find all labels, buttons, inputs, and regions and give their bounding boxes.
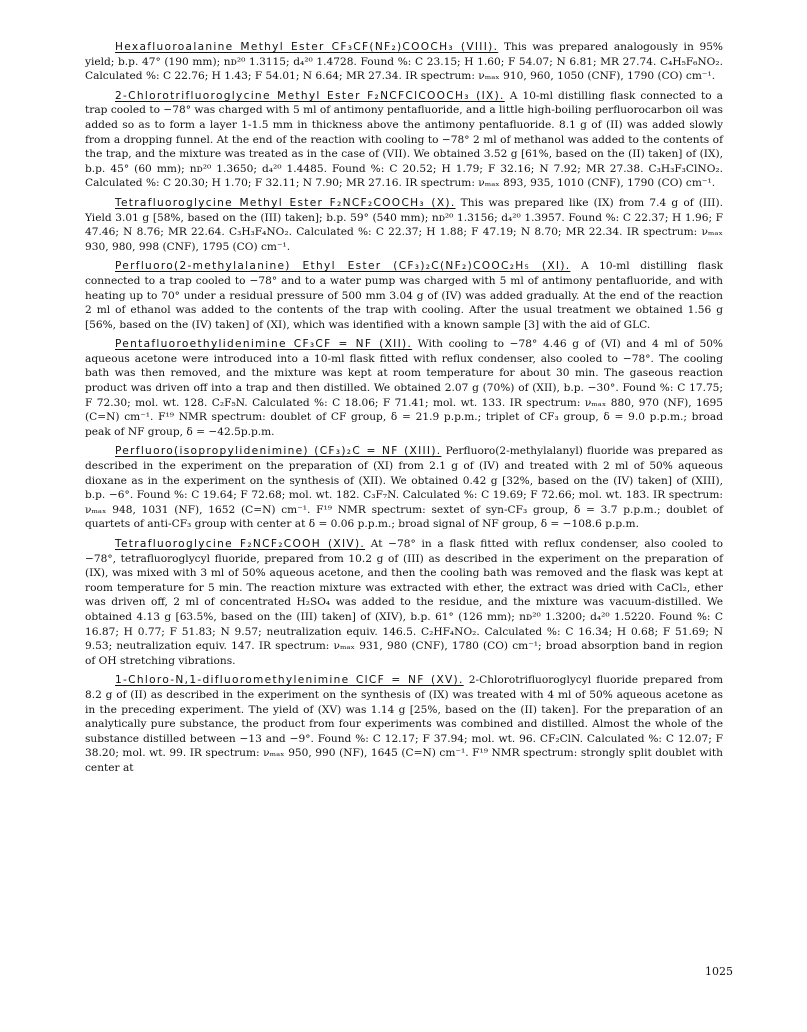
paragraph-xii [85,337,723,439]
compound-heading: Hexafluoroalanine Methyl Ester CF₃CF(NF₂)COOCH₃ (VIII). [115,41,499,53]
paragraph-body: 2-Chlorotrifluoroglycyl fluoride prepared from 8.2 g of (II) as described in the experiment on the synthesis of (IX) was treated with 4 ml of 50% aqueous acetone as in the preceding experiment. The yield of (XV) was 1.14 g [25%, based on the (II) taken]. For the preparation of an analytically pure substance, the product from four experiments was combined and distilled. Almost the whole of the substance distilled between −13 and −9°. Found %: C 12.17; F 37.94; mol. wt. 96. CF₂ClN. Calculated %: C 12.07; F 38.20; mol. wt. 99. IR spectrum: νₘₐₓ 950, 990 (NF), 1645 (C=N) cm⁻¹. F¹⁹ NMR spectrum: strongly split doublet with center at [85,674,724,774]
compound-heading: Perfluoro(2-methylalanine) Ethyl Ester (CF₃)₂C(NF₂)COOC₂H₅ (XI). [115,260,571,273]
paragraph-viii [85,40,723,84]
paragraph-body: A 10-ml distilling flask connected to a trap cooled to −78° and to a water pump was charged with 5 ml of antimony pentafluoride, and with heating up to 70° under a residual pressure of 500 mm 3.04 g of (IV) was added gradually. At the end of the reaction 2 ml of ethanol was added to the contents of the trap with cooling. After the usual treatment we obtained 1.56 g [56%, based on the (IV) taken] of (XI), which was identified with a known sample [3] with the aid of GLC. [85,260,723,331]
paragraph-xiv [85,537,723,668]
compound-heading: Perfluoro(isopropylidenimine) (CF₃)₂C = NF (XIII). [115,445,442,458]
paragraph-body: Perfluoro(2-methylalanyl) fluoride was prepared as described in the experiment on the preparation of (XI) from 2.1 g of (IV) and treated with 2 ml of 50% aqueous dioxane as in the experiment on the synthesis of (XII). We obtained 0.42 g [32%, based on the (IV) taken] of (XIII), b.p. −6°. Found %: C 19.64; F 72.68; mol. wt. 182. C₃F₇N. Calculated %: C 19.69; F 72.66; mol. wt. 183. IR spectrum: νₘₐₓ 948, 1031 (NF), 1652 (C=N) cm⁻¹. F¹⁹ NMR spectrum: sextet of syn-CF₃ group, δ = 3.7 p.p.m.; doublet of quartets of anti-CF₃ group with center at δ = 0.06 p.p.m.; broad signal of NF group, δ = −108.6 p.p.m. [85,445,723,531]
paragraph-xv [85,673,723,775]
paragraph-x [85,196,723,254]
paragraph-body: A 10-ml distilling flask connected to a trap cooled to −78° was charged with 5 ml of antimony pentafluoride, and a little high-boiling perfluorocarbon oil was added so as to form a layer 1-1.5 mm in thickness above the antimony pentafluoride. 8.1 g of (II) was added slowly from a dropping funnel. At the end of the reaction with cooling to −78° 2 ml of methanol was added to the contents of the trap, and the mixture was treated as in the case of (VII). We obtained 3.52 g [61%, based on the (II) taken] of (IX), b.p. 45° (60 mm); nᴅ²⁰ 1.3650; d₄²⁰ 1.4485. Found %: C 20.52; H 1.79; F 32.16; N 7.92; MR 27.38. C₃H₃F₃ClNO₂. Calculated %: C 20.30; H 1.70; F 32.11; N 7.90; MR 27.16. IR spectrum: νₘₐₓ 893, 935, 1010 (CNF), 1790 (CO) cm⁻¹. [85,89,723,190]
paragraph-xi [85,259,723,332]
text-column [85,40,723,781]
page-number: 1025 [705,965,733,978]
paragraph-body: This was prepared analogously in 95% yield; b.p. 47° (190 mm); nᴅ²⁰ 1.3115; d₄²⁰ 1.4728. Found %: C 23.15; H 1.60; F 54.07; N 6.81; MR 27.74. C₄H₅F₆NO₂. Calculated %: C 22.76; H 1.43; F 54.01; N 6.64; MR 27.34. IR spectrum: νₘₐₓ 910, 960, 1050 (CNF), 1790 (CO) cm⁻¹. [85,41,723,83]
compound-heading: Tetrafluoroglycine F₂NCF₂COOH (XIV). [115,538,366,550]
paragraph-body: This was prepared like (IX) from 7.4 g of (III). Yield 3.01 g [58%, based on the (III) taken]; b.p. 59° (540 mm); nᴅ²⁰ 1.3156; d₄²⁰ 1.3957. Found %: C 22.37; H 1.96; F 47.46; N 8.76; MR 22.64. C₃H₃F₄NO₂. Calculated %: C 22.37; H 1.88; F 47.19; N 8.70; MR 22.34. IR spectrum: νₘₐₓ 930, 980, 998 (CNF), 1795 (CO) cm⁻¹. [85,196,723,253]
compound-heading: Pentafluoroethylidenimine CF₃CF = NF (XII). [115,338,413,351]
paragraph-body: At −78° in a flask fitted with reflux condenser, also cooled to −78°, tetrafluoroglycyl fluoride, prepared from 10.2 g of (III) as described in the experiment on the preparation of (IX), was mixed with 3 ml of 50% aqueous acetone, and then the cooling bath was removed and the flask was kept at room temperature for 5 min. The reaction mixture was extracted with ether, the extract was dried with CaCl₂, ether was driven off, 2 ml of concentrated H₂SO₄ was added to the residue, and the mixture was vacuum-distilled. We obtained 4.13 g [63.5%, based on the (III) taken] of (XIV), b.p. 61° (126 mm); nᴅ²⁰ 1.3200; d₄²⁰ 1.5220. Found %: C 16.87; H 0.77; F 51.83; N 9.57; neutralization equiv. 146.5. C₂HF₄NO₂. Calculated %: C 16.34; H 0.68; F 51.69; N 9.53; neutralization equiv. 147. IR spectrum: νₘₐₓ 931, 980 (CNF), 1780 (CO) cm⁻¹; broad absorption band in region of OH stretching vibrations. [85,538,723,667]
compound-heading: Tetrafluoroglycine Methyl Ester F₂NCF₂COOCH₃ (X). [115,196,456,209]
paragraph-ix [85,89,723,191]
compound-heading: 2-Chlorotrifluoroglycine Methyl Ester F₂NCFClCOOCH₃ (IX). [115,89,505,102]
paragraph-xiii [85,444,723,532]
compound-heading: 1-Chloro-N,1-difluoromethylenimine ClCF = NF (XV). [115,674,464,687]
paragraph-body: With cooling to −78° 4.46 g of (VI) and 4 ml of 50% aqueous acetone were introduced into a 10-ml flask fitted with reflux condenser, also cooled to −78°. The cooling bath was then removed, and the mixture was kept at room temperature for about 30 min. The gaseous reaction product was driven off into a trap and then distilled. We obtained 2.07 g (70%) of (XII), b.p. −30°. Found %: C 17.75; F 72.30; mol. wt. 128. C₂F₅N. Calculated %: C 18.06; F 71.41; mol. wt. 133. IR spectrum: νₘₐₓ 880, 970 (NF), 1695 (C=N) cm⁻¹. F¹⁹ NMR spectrum: doublet of CF group, δ = 21.9 p.p.m.; triplet of CF₃ group, δ = 9.0 p.p.m.; broad peak of NF group, δ = −42.5p.p.m. [85,338,723,438]
